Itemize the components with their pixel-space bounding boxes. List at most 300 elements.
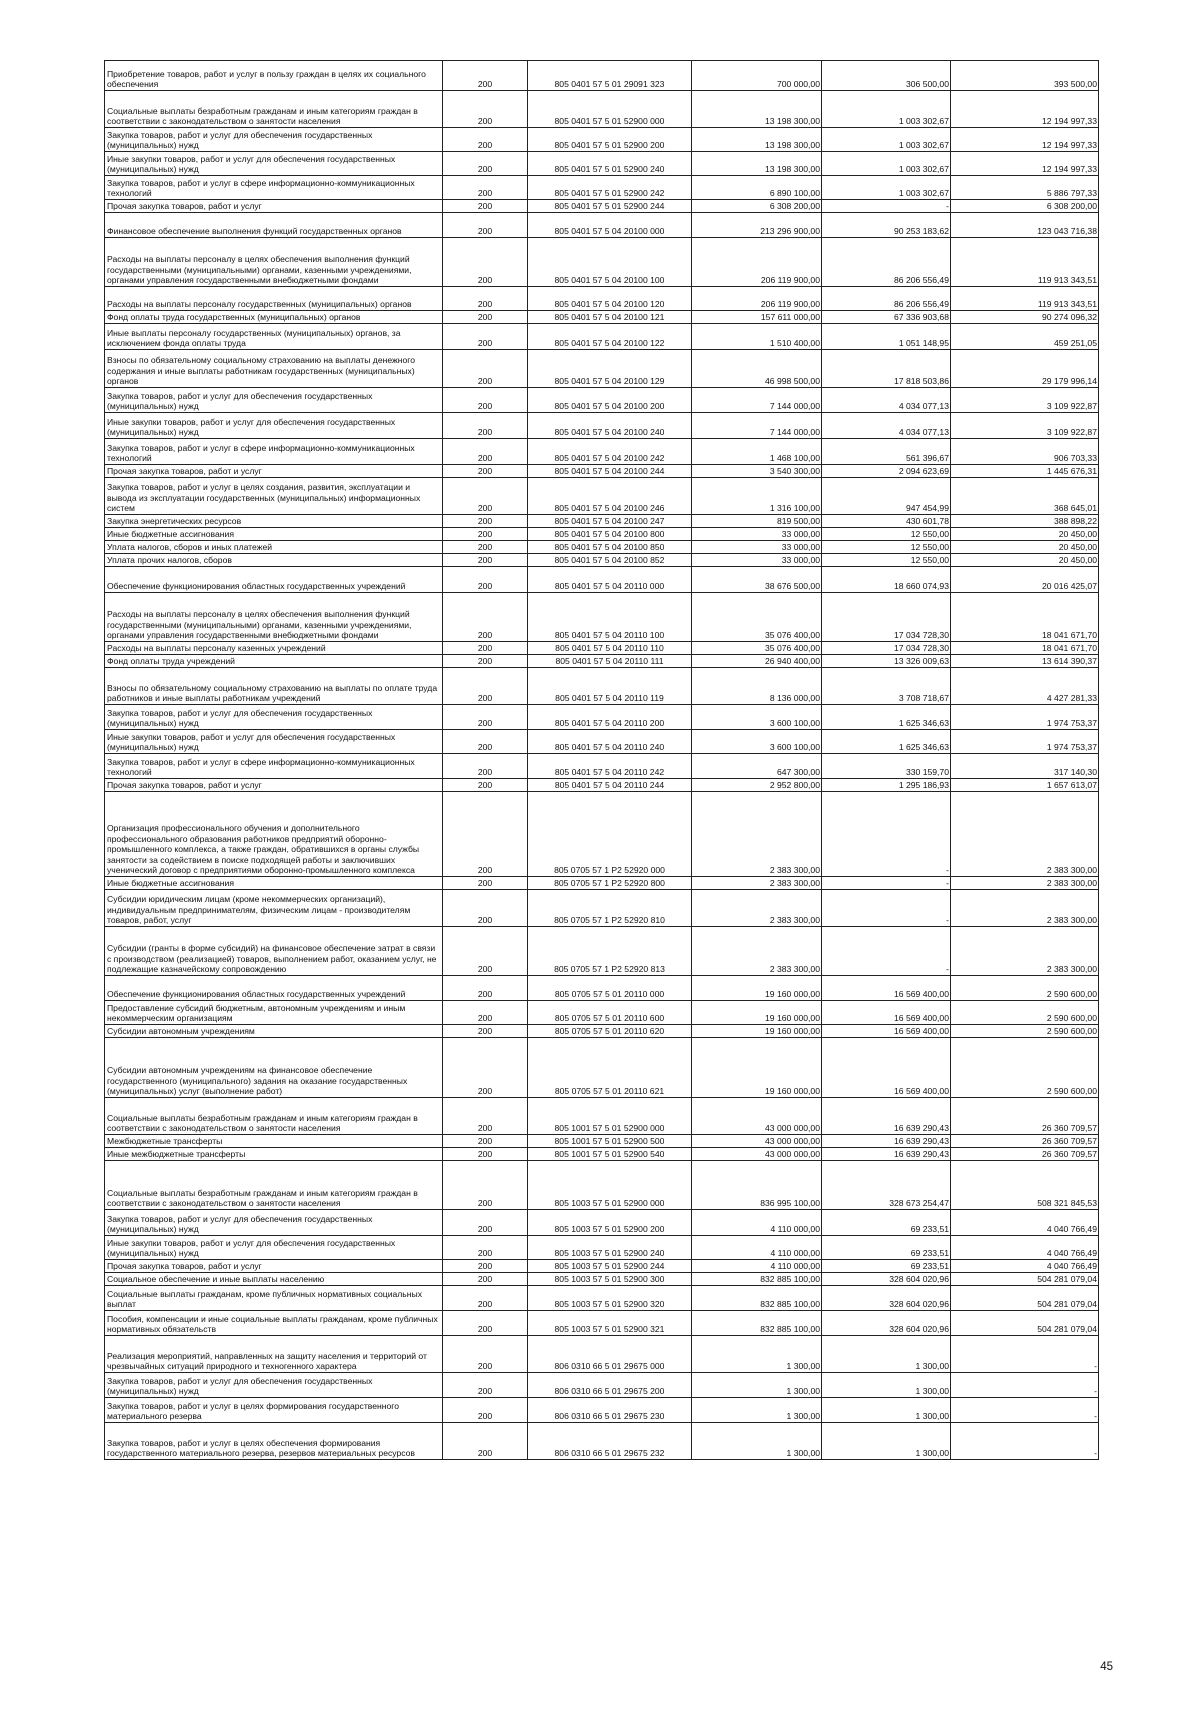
- expenditure-name-cell: Иные закупки товаров, работ и услуг для обеспечения государственных (муниципальных) нужд: [105, 730, 443, 754]
- line-code-cell: 200: [443, 1135, 528, 1148]
- approved-amount-cell: 19 160 000,00: [692, 1001, 822, 1025]
- remaining-amount-cell: 12 194 997,33: [951, 152, 1099, 176]
- expenditure-name-cell: Субсидии автономным учреждениям на финансовое обеспечение государственного (муниципального) задания на оказание государственных (муниципальных) услуг (выполнение работ): [105, 1038, 443, 1098]
- line-code-cell: 200: [443, 668, 528, 705]
- line-code-cell: 200: [443, 705, 528, 730]
- budget-classification-code-cell: 805 0401 57 5 04 20110 200: [528, 705, 692, 730]
- table-row: [105, 655, 1099, 668]
- expenditure-name-cell: Прочая закупка товаров, работ и услуг: [105, 1260, 443, 1273]
- budget-classification-code-cell: 806 0310 66 5 01 29675 000: [528, 1336, 692, 1373]
- expenditure-name-cell: Иные закупки товаров, работ и услуг для обеспечения государственных (муниципальных) нужд: [105, 413, 443, 439]
- remaining-amount-cell: 2 590 600,00: [951, 1038, 1099, 1098]
- line-code-cell: 200: [443, 730, 528, 754]
- approved-amount-cell: 1 300,00: [692, 1373, 822, 1398]
- executed-amount-cell: 16 569 400,00: [822, 1025, 951, 1038]
- expenditure-name-cell: Фонд оплаты труда учреждений: [105, 655, 443, 668]
- remaining-amount-cell: 906 703,33: [951, 439, 1099, 465]
- remaining-amount-cell: 13 614 390,37: [951, 655, 1099, 668]
- executed-amount-cell: 16 569 400,00: [822, 1038, 951, 1098]
- remaining-amount-cell: 3 109 922,87: [951, 388, 1099, 413]
- remaining-amount-cell: 90 274 096,32: [951, 311, 1099, 324]
- budget-classification-code-cell: 805 0401 57 5 04 20100 240: [528, 413, 692, 439]
- budget-classification-code-cell: 805 0401 57 5 04 20110 242: [528, 754, 692, 779]
- executed-amount-cell: 17 034 728,30: [822, 593, 951, 642]
- executed-amount-cell: 16 569 400,00: [822, 976, 951, 1001]
- executed-amount-cell: 16 639 290,43: [822, 1148, 951, 1161]
- remaining-amount-cell: 20 450,00: [951, 541, 1099, 554]
- expenditure-name-cell: Приобретение товаров, работ и услуг в пользу граждан в целях их социального обеспечения: [105, 61, 443, 91]
- approved-amount-cell: 832 885 100,00: [692, 1286, 822, 1311]
- remaining-amount-cell: 459 251,05: [951, 324, 1099, 350]
- line-code-cell: 200: [443, 176, 528, 200]
- budget-classification-code-cell: 805 0401 57 5 04 20110 244: [528, 779, 692, 792]
- remaining-amount-cell: 119 913 343,51: [951, 287, 1099, 311]
- expenditure-name-cell: Закупка товаров, работ и услуг в сфере информационно-коммуникационных технологий: [105, 439, 443, 465]
- table-row: [105, 642, 1099, 655]
- approved-amount-cell: 836 995 100,00: [692, 1161, 822, 1210]
- approved-amount-cell: 7 144 000,00: [692, 388, 822, 413]
- remaining-amount-cell: 5 886 797,33: [951, 176, 1099, 200]
- table-row: [105, 350, 1099, 388]
- budget-classification-code-cell: 806 0310 66 5 01 29675 200: [528, 1373, 692, 1398]
- budget-classification-code-cell: 805 0401 57 5 04 20110 119: [528, 668, 692, 705]
- line-code-cell: 200: [443, 515, 528, 528]
- executed-amount-cell: 4 034 077,13: [822, 388, 951, 413]
- line-code-cell: 200: [443, 890, 528, 927]
- remaining-amount-cell: 4 040 766,49: [951, 1260, 1099, 1273]
- executed-amount-cell: -: [822, 890, 951, 927]
- remaining-amount-cell: 2 590 600,00: [951, 1001, 1099, 1025]
- budget-classification-code-cell: 805 0401 57 5 04 20100 246: [528, 478, 692, 515]
- approved-amount-cell: 43 000 000,00: [692, 1148, 822, 1161]
- expenditure-name-cell: Иные закупки товаров, работ и услуг для обеспечения государственных (муниципальных) нужд: [105, 152, 443, 176]
- remaining-amount-cell: -: [951, 1336, 1099, 1373]
- expenditure-name-cell: Субсидии (гранты в форме субсидий) на финансовое обеспечение затрат в связи с производством (реализацией) товаров, выполнением работ, оказанием услуг, не подлежащие казначейскому сопровождению: [105, 927, 443, 976]
- budget-classification-code-cell: 806 0310 66 5 01 29675 232: [528, 1423, 692, 1460]
- executed-amount-cell: 12 550,00: [822, 554, 951, 567]
- line-code-cell: 200: [443, 976, 528, 1001]
- approved-amount-cell: 2 952 800,00: [692, 779, 822, 792]
- table-row: [105, 1038, 1099, 1098]
- approved-amount-cell: 3 540 300,00: [692, 465, 822, 478]
- table-row: [105, 213, 1099, 238]
- executed-amount-cell: 328 673 254,47: [822, 1161, 951, 1210]
- approved-amount-cell: 13 198 300,00: [692, 152, 822, 176]
- table-row: [105, 287, 1099, 311]
- executed-amount-cell: 17 818 503,86: [822, 350, 951, 388]
- budget-classification-code-cell: 805 1003 57 5 01 52900 244: [528, 1260, 692, 1273]
- expenditure-name-cell: Закупка товаров, работ и услуг для обеспечения государственных (муниципальных) нужд: [105, 388, 443, 413]
- expenditure-name-cell: Иные межбюджетные трансферты: [105, 1148, 443, 1161]
- table-row: [105, 1098, 1099, 1135]
- line-code-cell: 200: [443, 655, 528, 668]
- remaining-amount-cell: 504 281 079,04: [951, 1311, 1099, 1336]
- table-row: [105, 927, 1099, 976]
- approved-amount-cell: 1 300,00: [692, 1336, 822, 1373]
- approved-amount-cell: 213 296 900,00: [692, 213, 822, 238]
- expenditure-name-cell: Закупка товаров, работ и услуг в целях обеспечения формирования государственного материального резерва, резервов материальных ресурсов: [105, 1423, 443, 1460]
- budget-classification-code-cell: 805 0401 57 5 04 20100 000: [528, 213, 692, 238]
- table-row: [105, 128, 1099, 152]
- approved-amount-cell: 1 300,00: [692, 1423, 822, 1460]
- table-row: [105, 413, 1099, 439]
- approved-amount-cell: 819 500,00: [692, 515, 822, 528]
- expenditure-name-cell: Иные бюджетные ассигнования: [105, 877, 443, 890]
- expenditure-name-cell: Закупка товаров, работ и услуг для обеспечения государственных (муниципальных) нужд: [105, 705, 443, 730]
- executed-amount-cell: 1 625 346,63: [822, 705, 951, 730]
- remaining-amount-cell: 123 043 716,38: [951, 213, 1099, 238]
- executed-amount-cell: 16 569 400,00: [822, 1001, 951, 1025]
- executed-amount-cell: 330 159,70: [822, 754, 951, 779]
- table-row: [105, 705, 1099, 730]
- line-code-cell: 200: [443, 413, 528, 439]
- remaining-amount-cell: 3 109 922,87: [951, 413, 1099, 439]
- line-code-cell: 200: [443, 311, 528, 324]
- budget-classification-code-cell: 805 0705 57 1 P2 52920 813: [528, 927, 692, 976]
- budget-classification-code-cell: 805 0705 57 5 01 20110 000: [528, 976, 692, 1001]
- remaining-amount-cell: -: [951, 1398, 1099, 1423]
- table-row: [105, 61, 1099, 91]
- table-row: [105, 593, 1099, 642]
- table-row: [105, 1260, 1099, 1273]
- approved-amount-cell: 3 600 100,00: [692, 705, 822, 730]
- budget-classification-code-cell: 805 0401 57 5 04 20110 240: [528, 730, 692, 754]
- approved-amount-cell: 38 676 500,00: [692, 567, 822, 593]
- executed-amount-cell: 16 639 290,43: [822, 1135, 951, 1148]
- remaining-amount-cell: 26 360 709,57: [951, 1135, 1099, 1148]
- expenditure-name-cell: Организация профессионального обучения и дополнительного профессионального образования работников предприятий оборонно-промышленного комплекса, а также граждан, обратившихся в органы службы занятости за содействием в поиске подходящей работы и заключивших ученический договор с предприятиями оборонно-промышленного комплекса: [105, 792, 443, 877]
- executed-amount-cell: -: [822, 927, 951, 976]
- approved-amount-cell: 19 160 000,00: [692, 1025, 822, 1038]
- line-code-cell: 200: [443, 1001, 528, 1025]
- expenditure-name-cell: Межбюджетные трансферты: [105, 1135, 443, 1148]
- executed-amount-cell: 1 300,00: [822, 1336, 951, 1373]
- executed-amount-cell: 430 601,78: [822, 515, 951, 528]
- approved-amount-cell: 13 198 300,00: [692, 128, 822, 152]
- budget-classification-code-cell: 805 0401 57 5 04 20110 111: [528, 655, 692, 668]
- remaining-amount-cell: 2 383 300,00: [951, 877, 1099, 890]
- budget-classification-code-cell: 805 0705 57 5 01 20110 621: [528, 1038, 692, 1098]
- executed-amount-cell: 3 708 718,67: [822, 668, 951, 705]
- table-row: [105, 1001, 1099, 1025]
- line-code-cell: 200: [443, 792, 528, 877]
- approved-amount-cell: 206 119 900,00: [692, 238, 822, 287]
- executed-amount-cell: 1 003 302,67: [822, 152, 951, 176]
- budget-classification-code-cell: 805 0401 57 5 04 20110 100: [528, 593, 692, 642]
- line-code-cell: 200: [443, 388, 528, 413]
- expenditure-name-cell: Прочая закупка товаров, работ и услуг: [105, 465, 443, 478]
- table-row: [105, 1161, 1099, 1210]
- expenditure-name-cell: Прочая закупка товаров, работ и услуг: [105, 200, 443, 213]
- approved-amount-cell: 43 000 000,00: [692, 1135, 822, 1148]
- executed-amount-cell: 306 500,00: [822, 61, 951, 91]
- executed-amount-cell: -: [822, 200, 951, 213]
- line-code-cell: 200: [443, 350, 528, 388]
- approved-amount-cell: 8 136 000,00: [692, 668, 822, 705]
- remaining-amount-cell: 388 898,22: [951, 515, 1099, 528]
- executed-amount-cell: 1 003 302,67: [822, 128, 951, 152]
- approved-amount-cell: 19 160 000,00: [692, 1038, 822, 1098]
- expenditure-name-cell: Обеспечение функционирования областных государственных учреждений: [105, 567, 443, 593]
- budget-classification-code-cell: 805 0401 57 5 04 20100 247: [528, 515, 692, 528]
- table-row: [105, 1210, 1099, 1236]
- expenditure-name-cell: Закупка товаров, работ и услуг в сфере информационно-коммуникационных технологий: [105, 754, 443, 779]
- executed-amount-cell: 16 639 290,43: [822, 1098, 951, 1135]
- remaining-amount-cell: 504 281 079,04: [951, 1273, 1099, 1286]
- approved-amount-cell: 206 119 900,00: [692, 287, 822, 311]
- executed-amount-cell: 17 034 728,30: [822, 642, 951, 655]
- line-code-cell: 200: [443, 754, 528, 779]
- approved-amount-cell: 35 076 400,00: [692, 593, 822, 642]
- expenditure-name-cell: Закупка товаров, работ и услуг для обеспечения государственных (муниципальных) нужд: [105, 1210, 443, 1236]
- remaining-amount-cell: 393 500,00: [951, 61, 1099, 91]
- expenditure-name-cell: Социальные выплаты безработным гражданам и иным категориям граждан в соответствии с законодательством о занятости населения: [105, 1161, 443, 1210]
- line-code-cell: 200: [443, 528, 528, 541]
- approved-amount-cell: 13 198 300,00: [692, 91, 822, 128]
- executed-amount-cell: 1 300,00: [822, 1423, 951, 1460]
- remaining-amount-cell: 2 383 300,00: [951, 792, 1099, 877]
- line-code-cell: 200: [443, 128, 528, 152]
- budget-classification-code-cell: 805 1001 57 5 01 52900 540: [528, 1148, 692, 1161]
- line-code-cell: 200: [443, 324, 528, 350]
- expenditure-name-cell: Расходы на выплаты персоналу в целях обеспечения выполнения функций государственными (муниципальными) органами, казенными учреждениями, органами управления государственными внебюджетными фондами: [105, 238, 443, 287]
- table-row: [105, 238, 1099, 287]
- budget-classification-code-cell: 805 1003 57 5 01 52900 300: [528, 1273, 692, 1286]
- budget-execution-table-page: [104, 60, 1098, 1460]
- remaining-amount-cell: 18 041 671,70: [951, 642, 1099, 655]
- approved-amount-cell: 832 885 100,00: [692, 1311, 822, 1336]
- expenditure-name-cell: Фонд оплаты труда государственных (муниципальных) органов: [105, 311, 443, 324]
- remaining-amount-cell: 368 645,01: [951, 478, 1099, 515]
- executed-amount-cell: -: [822, 792, 951, 877]
- budget-classification-code-cell: 805 1001 57 5 01 52900 000: [528, 1098, 692, 1135]
- remaining-amount-cell: 12 194 997,33: [951, 91, 1099, 128]
- budget-classification-code-cell: 805 0401 57 5 01 52900 200: [528, 128, 692, 152]
- executed-amount-cell: 69 233,51: [822, 1210, 951, 1236]
- page-number: 45: [1100, 1661, 1113, 1673]
- budget-classification-code-cell: 805 0401 57 5 04 20100 100: [528, 238, 692, 287]
- approved-amount-cell: 832 885 100,00: [692, 1273, 822, 1286]
- line-code-cell: 200: [443, 1025, 528, 1038]
- executed-amount-cell: 328 604 020,96: [822, 1311, 951, 1336]
- line-code-cell: 200: [443, 1260, 528, 1273]
- budget-classification-code-cell: 805 0401 57 5 04 20100 244: [528, 465, 692, 478]
- executed-amount-cell: 12 550,00: [822, 541, 951, 554]
- table-row: [105, 439, 1099, 465]
- line-code-cell: 200: [443, 478, 528, 515]
- expenditure-name-cell: Социальные выплаты гражданам, кроме публичных нормативных социальных выплат: [105, 1286, 443, 1311]
- remaining-amount-cell: 119 913 343,51: [951, 238, 1099, 287]
- approved-amount-cell: 2 383 300,00: [692, 877, 822, 890]
- table-row: [105, 1336, 1099, 1373]
- table-row: [105, 152, 1099, 176]
- budget-classification-code-cell: 805 0401 57 5 01 52900 244: [528, 200, 692, 213]
- remaining-amount-cell: 4 427 281,33: [951, 668, 1099, 705]
- remaining-amount-cell: 4 040 766,49: [951, 1236, 1099, 1260]
- line-code-cell: 200: [443, 213, 528, 238]
- budget-classification-code-cell: 805 0705 57 1 P2 52920 800: [528, 877, 692, 890]
- remaining-amount-cell: 6 308 200,00: [951, 200, 1099, 213]
- line-code-cell: 200: [443, 567, 528, 593]
- line-code-cell: 200: [443, 642, 528, 655]
- line-code-cell: 200: [443, 152, 528, 176]
- table-row: [105, 388, 1099, 413]
- executed-amount-cell: 1 300,00: [822, 1398, 951, 1423]
- budget-classification-code-cell: 805 0705 57 5 01 20110 600: [528, 1001, 692, 1025]
- table-row: [105, 1148, 1099, 1161]
- remaining-amount-cell: 1 445 676,31: [951, 465, 1099, 478]
- expenditure-name-cell: Социальные выплаты безработным гражданам и иным категориям граждан в соответствии с законодательством о занятости населения: [105, 91, 443, 128]
- budget-classification-code-cell: 805 1001 57 5 01 52900 500: [528, 1135, 692, 1148]
- expenditure-name-cell: Закупка товаров, работ и услуг в целях создания, развития, эксплуатации и вывода из эксплуатации государственных (муниципальных) информационных систем: [105, 478, 443, 515]
- executed-amount-cell: 86 206 556,49: [822, 287, 951, 311]
- table-row: [105, 465, 1099, 478]
- approved-amount-cell: 1 468 100,00: [692, 439, 822, 465]
- expenditure-name-cell: Социальные выплаты безработным гражданам и иным категориям граждан в соответствии с законодательством о занятости населения: [105, 1098, 443, 1135]
- table-row: [105, 528, 1099, 541]
- approved-amount-cell: 1 510 400,00: [692, 324, 822, 350]
- remaining-amount-cell: 317 140,30: [951, 754, 1099, 779]
- remaining-amount-cell: 29 179 996,14: [951, 350, 1099, 388]
- executed-amount-cell: 4 034 077,13: [822, 413, 951, 439]
- executed-amount-cell: 18 660 074,93: [822, 567, 951, 593]
- budget-classification-code-cell: 806 0310 66 5 01 29675 230: [528, 1398, 692, 1423]
- budget-classification-code-cell: 805 0401 57 5 04 20100 122: [528, 324, 692, 350]
- table-row: [105, 890, 1099, 927]
- expenditure-name-cell: Расходы на выплаты персоналу казенных учреждений: [105, 642, 443, 655]
- line-code-cell: 200: [443, 593, 528, 642]
- line-code-cell: 200: [443, 554, 528, 567]
- expenditure-name-cell: Иные закупки товаров, работ и услуг для обеспечения государственных (муниципальных) нужд: [105, 1236, 443, 1260]
- table-row: [105, 1286, 1099, 1311]
- approved-amount-cell: 4 110 000,00: [692, 1236, 822, 1260]
- executed-amount-cell: 67 336 903,68: [822, 311, 951, 324]
- line-code-cell: 200: [443, 1336, 528, 1373]
- approved-amount-cell: 2 383 300,00: [692, 792, 822, 877]
- executed-amount-cell: 947 454,99: [822, 478, 951, 515]
- expenditure-name-cell: Субсидии юридическим лицам (кроме некоммерческих организаций), индивидуальным предпринимателям, физическим лицам - производителям товаров, работ, услуг: [105, 890, 443, 927]
- line-code-cell: 200: [443, 541, 528, 554]
- budget-classification-code-cell: 805 0401 57 5 04 20100 850: [528, 541, 692, 554]
- executed-amount-cell: 1 300,00: [822, 1373, 951, 1398]
- executed-amount-cell: 1 295 186,93: [822, 779, 951, 792]
- remaining-amount-cell: 26 360 709,57: [951, 1148, 1099, 1161]
- expenditure-table: [104, 60, 1099, 1460]
- executed-amount-cell: 69 233,51: [822, 1236, 951, 1260]
- line-code-cell: 200: [443, 439, 528, 465]
- budget-classification-code-cell: 805 1003 57 5 01 52900 000: [528, 1161, 692, 1210]
- approved-amount-cell: 35 076 400,00: [692, 642, 822, 655]
- executed-amount-cell: 1 003 302,67: [822, 91, 951, 128]
- expenditure-name-cell: Уплата прочих налогов, сборов: [105, 554, 443, 567]
- table-row: [105, 877, 1099, 890]
- approved-amount-cell: 2 383 300,00: [692, 890, 822, 927]
- remaining-amount-cell: -: [951, 1423, 1099, 1460]
- approved-amount-cell: 6 890 100,00: [692, 176, 822, 200]
- table-row: [105, 1135, 1099, 1148]
- table-row: [105, 1025, 1099, 1038]
- expenditure-name-cell: Предоставление субсидий бюджетным, автономным учреждениям и иным некоммерческим организациям: [105, 1001, 443, 1025]
- line-code-cell: 200: [443, 1210, 528, 1236]
- expenditure-name-cell: Иные выплаты персоналу государственных (муниципальных) органов, за исключением фонда оплаты труда: [105, 324, 443, 350]
- table-row: [105, 976, 1099, 1001]
- approved-amount-cell: 43 000 000,00: [692, 1098, 822, 1135]
- line-code-cell: 200: [443, 465, 528, 478]
- remaining-amount-cell: 18 041 671,70: [951, 593, 1099, 642]
- executed-amount-cell: 13 326 009,63: [822, 655, 951, 668]
- line-code-cell: 200: [443, 1286, 528, 1311]
- approved-amount-cell: 157 611 000,00: [692, 311, 822, 324]
- executed-amount-cell: 1 003 302,67: [822, 176, 951, 200]
- expenditure-name-cell: Иные бюджетные ассигнования: [105, 528, 443, 541]
- table-row: [105, 1273, 1099, 1286]
- line-code-cell: 200: [443, 200, 528, 213]
- approved-amount-cell: 647 300,00: [692, 754, 822, 779]
- budget-classification-code-cell: 805 0705 57 1 P2 52920 810: [528, 890, 692, 927]
- table-row: [105, 311, 1099, 324]
- budget-classification-code-cell: 805 0705 57 1 P2 52920 000: [528, 792, 692, 877]
- approved-amount-cell: 1 316 100,00: [692, 478, 822, 515]
- remaining-amount-cell: 1 657 613,07: [951, 779, 1099, 792]
- table-row: [105, 792, 1099, 877]
- expenditure-name-cell: Закупка товаров, работ и услуг в сфере информационно-коммуникационных технологий: [105, 176, 443, 200]
- table-row: [105, 515, 1099, 528]
- budget-classification-code-cell: 805 0401 57 5 04 20100 242: [528, 439, 692, 465]
- expenditure-name-cell: Уплата налогов, сборов и иных платежей: [105, 541, 443, 554]
- remaining-amount-cell: 20 450,00: [951, 554, 1099, 567]
- budget-classification-code-cell: 805 0401 57 5 04 20100 121: [528, 311, 692, 324]
- line-code-cell: 200: [443, 1373, 528, 1398]
- executed-amount-cell: 328 604 020,96: [822, 1273, 951, 1286]
- budget-classification-code-cell: 805 0705 57 5 01 20110 620: [528, 1025, 692, 1038]
- remaining-amount-cell: 508 321 845,53: [951, 1161, 1099, 1210]
- table-row: [105, 554, 1099, 567]
- line-code-cell: 200: [443, 877, 528, 890]
- table-row: [105, 754, 1099, 779]
- line-code-cell: 200: [443, 238, 528, 287]
- approved-amount-cell: 700 000,00: [692, 61, 822, 91]
- executed-amount-cell: 328 604 020,96: [822, 1286, 951, 1311]
- executed-amount-cell: -: [822, 877, 951, 890]
- budget-classification-code-cell: 805 1003 57 5 01 52900 321: [528, 1311, 692, 1336]
- expenditure-name-cell: Закупка товаров, работ и услуг для обеспечения государственных (муниципальных) нужд: [105, 128, 443, 152]
- remaining-amount-cell: 20 450,00: [951, 528, 1099, 541]
- line-code-cell: 200: [443, 1273, 528, 1286]
- remaining-amount-cell: 12 194 997,33: [951, 128, 1099, 152]
- table-row: [105, 478, 1099, 515]
- line-code-cell: 200: [443, 1236, 528, 1260]
- line-code-cell: 200: [443, 1098, 528, 1135]
- line-code-cell: 200: [443, 91, 528, 128]
- remaining-amount-cell: -: [951, 1373, 1099, 1398]
- line-code-cell: 200: [443, 1038, 528, 1098]
- line-code-cell: 200: [443, 1311, 528, 1336]
- table-row: [105, 91, 1099, 128]
- expenditure-name-cell: Субсидии автономным учреждениям: [105, 1025, 443, 1038]
- expenditure-name-cell: Взносы по обязательному социальному страхованию на выплаты денежного содержания и иные выплаты работникам государственных (муниципальных) органов: [105, 350, 443, 388]
- table-row: [105, 668, 1099, 705]
- executed-amount-cell: 90 253 183,62: [822, 213, 951, 238]
- budget-classification-code-cell: 805 0401 57 5 01 52900 000: [528, 91, 692, 128]
- remaining-amount-cell: 2 383 300,00: [951, 927, 1099, 976]
- approved-amount-cell: 3 600 100,00: [692, 730, 822, 754]
- budget-classification-code-cell: 805 0401 57 5 04 20100 120: [528, 287, 692, 311]
- approved-amount-cell: 19 160 000,00: [692, 976, 822, 1001]
- remaining-amount-cell: 2 590 600,00: [951, 976, 1099, 1001]
- remaining-amount-cell: 20 016 425,07: [951, 567, 1099, 593]
- budget-classification-code-cell: 805 0401 57 5 01 52900 240: [528, 152, 692, 176]
- remaining-amount-cell: 4 040 766,49: [951, 1210, 1099, 1236]
